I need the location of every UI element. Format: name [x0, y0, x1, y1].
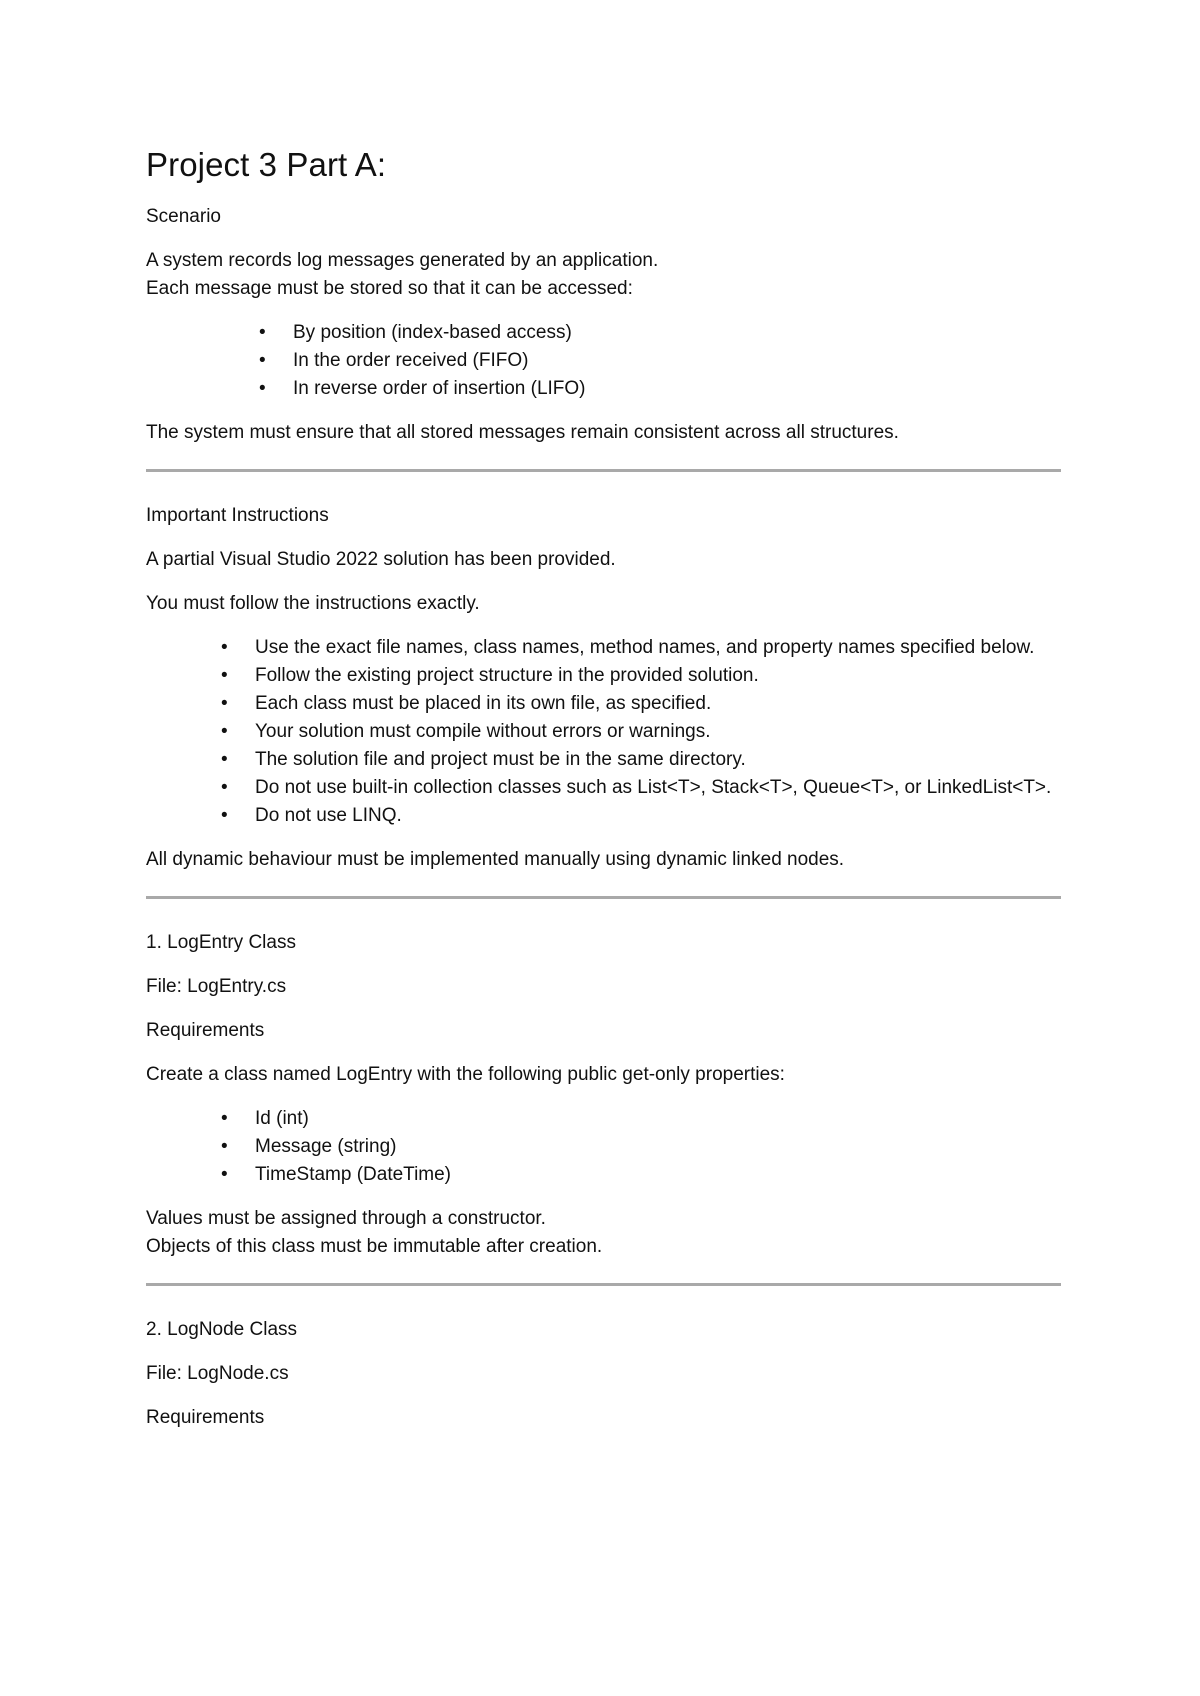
list-item: • Message (string) — [255, 1133, 1061, 1161]
section-divider — [146, 1283, 1061, 1286]
list-item: • Do not use LINQ. — [255, 802, 1061, 830]
instructions-heading: Important Instructions — [146, 505, 329, 526]
bullet-icon: • — [259, 350, 266, 371]
bullet-icon: • — [259, 322, 266, 343]
bullet-icon: • — [259, 378, 266, 399]
scenario-line-1: A system records log messages generated by an application. — [146, 250, 659, 271]
section-divider — [146, 896, 1061, 899]
section-1-notes — [146, 1205, 1061, 1261]
section-2-file: File: LogNode.cs — [146, 1363, 289, 1384]
section-1-heading: 1. LogEntry Class — [146, 932, 296, 953]
section-1-properties-list — [146, 1105, 1061, 1189]
section-1-file: File: LogEntry.cs — [146, 976, 287, 997]
section-2-requirements-label: Requirements — [146, 1407, 265, 1428]
section-2-heading: 2. LogNode Class — [146, 1319, 298, 1340]
bullet-icon: • — [221, 637, 228, 658]
list-item: • Id (int) — [255, 1105, 1061, 1133]
scenario-access-list — [146, 319, 1061, 403]
instructions-paragraph-1: A partial Visual Studio 2022 solution has been provided. — [146, 549, 616, 570]
bullet-icon: • — [221, 1164, 228, 1185]
scenario-intro — [146, 247, 1061, 303]
section-1-line-2: Objects of this class must be immutable after creation. — [146, 1236, 603, 1257]
section-1-line-1: Values must be assigned through a constructor. — [146, 1208, 546, 1229]
bullet-icon: • — [221, 805, 228, 826]
bullet-icon: • — [221, 749, 228, 770]
list-item: • In reverse order of insertion (LIFO) — [293, 375, 1061, 403]
bullet-icon: • — [221, 665, 228, 686]
list-item: • Your solution must compile without errors or warnings. — [255, 718, 1061, 746]
list-item: • Use the exact file names, class names, method names, and property names specified below. — [255, 634, 1061, 662]
bullet-icon: • — [221, 721, 228, 742]
list-item: • By position (index-based access) — [293, 319, 1061, 347]
list-item: • The solution file and project must be in the same directory. — [255, 746, 1061, 774]
instructions-paragraph-2: You must follow the instructions exactly. — [146, 593, 480, 614]
scenario-closing: The system must ensure that all stored messages remain consistent across all structures. — [146, 422, 899, 443]
section-1-requirements-label: Requirements — [146, 1020, 265, 1041]
bullet-icon: • — [221, 1108, 228, 1129]
list-item: • Do not use built-in collection classes such as List<T>, Stack<T>, Queue<T>, or LinkedList<T>. — [255, 774, 1061, 802]
bullet-icon: • — [221, 693, 228, 714]
list-item: • TimeStamp (DateTime) — [255, 1161, 1061, 1189]
list-item: • In the order received (FIFO) — [293, 347, 1061, 375]
list-item: • Each class must be placed in its own file, as specified. — [255, 690, 1061, 718]
bullet-icon: • — [221, 1136, 228, 1157]
instructions-list — [146, 634, 1061, 830]
instructions-closing: All dynamic behaviour must be implemented manually using dynamic linked nodes. — [146, 849, 845, 870]
scenario-line-2: Each message must be stored so that it can be accessed: — [146, 278, 633, 299]
document-title: Project 3 Part A: — [146, 146, 387, 183]
section-1-intro: Create a class named LogEntry with the following public get-only properties: — [146, 1064, 785, 1085]
scenario-heading: Scenario — [146, 206, 221, 227]
document-content — [146, 145, 1061, 1448]
list-item: • Follow the existing project structure in the provided solution. — [255, 662, 1061, 690]
bullet-icon: • — [221, 777, 228, 798]
section-divider — [146, 469, 1061, 472]
